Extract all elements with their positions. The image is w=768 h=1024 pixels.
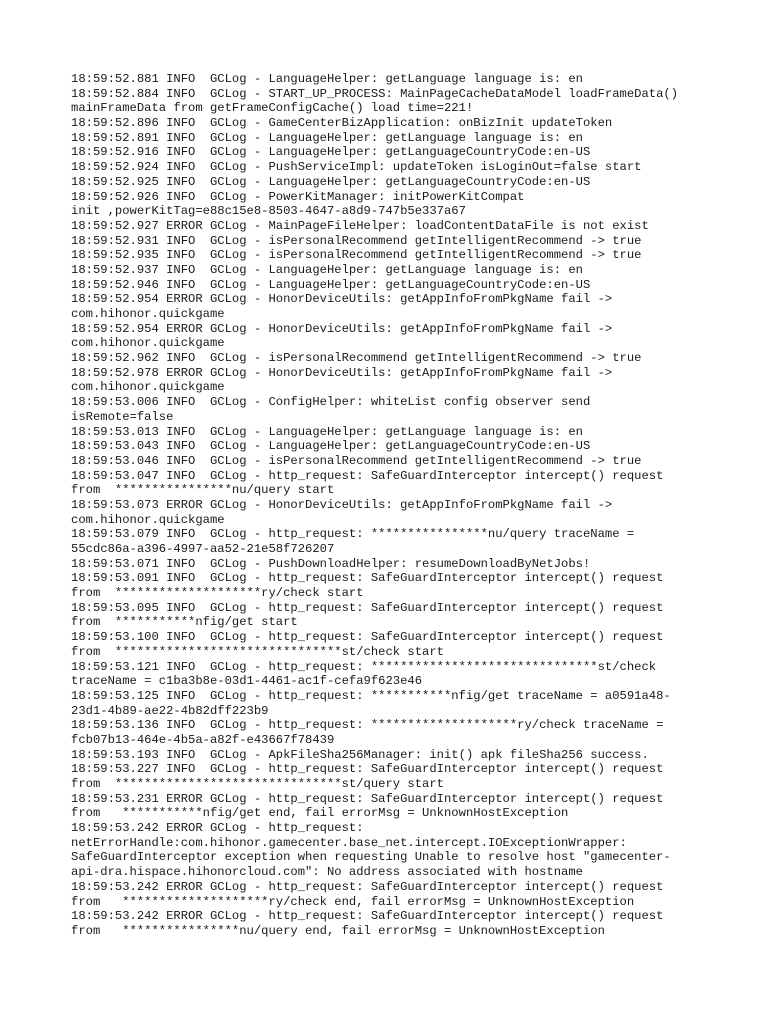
log-line: 18:59:53.121 INFO GCLog - http_request: *******************************st/check [71, 659, 657, 674]
log-line: 18:59:52.896 INFO GCLog - GameCenterBizApplication: onBizInit updateToken [71, 116, 613, 131]
log-line: 18:59:53.091 INFO GCLog - http_request: SafeGuardInterceptor intercept() request [71, 571, 664, 586]
log-line: 18:59:53.242 ERROR GCLog - http_request: SafeGuardInterceptor intercept() request [71, 909, 664, 924]
log-line: netErrorHandle:com.hihonor.gamecenter.base_net.intercept.IOExceptionWrapper: [71, 835, 627, 850]
log-line: 18:59:53.100 INFO GCLog - http_request: SafeGuardInterceptor intercept() request [71, 630, 664, 645]
log-line: com.hihonor.quickgame [71, 336, 225, 351]
log-line: 18:59:53.043 INFO GCLog - LanguageHelper: getLanguageCountryCode:en-US [71, 439, 591, 454]
log-line: 18:59:53.125 INFO GCLog - http_request: ***********nfig/get traceName = a0591a48- [71, 688, 671, 703]
log-line: 18:59:52.962 INFO GCLog - isPersonalRecommend getIntelligentRecommend -> true [71, 351, 642, 366]
log-line: from ***********nfig/get start [71, 615, 298, 630]
log-line: isRemote=false [71, 409, 174, 424]
log-line: 18:59:52.931 INFO GCLog - isPersonalRecommend getIntelligentRecommend -> true [71, 233, 642, 248]
log-line: 18:59:53.242 ERROR GCLog - http_request: SafeGuardInterceptor intercept() request [71, 879, 664, 894]
log-line: from *******************************st/query start [71, 777, 444, 791]
log-line: 18:59:53.046 INFO GCLog - isPersonalRecommend getIntelligentRecommend -> true [71, 453, 642, 468]
log-line: 18:59:52.927 ERROR GCLog - MainPageFileHelper: loadContentDataFile is not exist [71, 218, 649, 233]
log-line: SafeGuardInterceptor exception when requesting Unable to resolve host "gamecenter- [71, 850, 671, 865]
log-line: fcb07b13-464e-4b5a-a82f-e43667f78439 [71, 732, 335, 747]
log-line: 23d1-4b89-ae22-4b82dff223b9 [71, 703, 269, 718]
log-line: 55cdc86a-a396-4997-aa52-21e58f726207 [71, 542, 335, 556]
log-line: 18:59:52.924 INFO GCLog - PushServiceImpl: updateToken isLoginOut=false start [71, 160, 642, 175]
log-line: 18:59:52.884 INFO GCLog - START_UP_PROCESS: MainPageCacheDataModel loadFrameData() [71, 86, 679, 101]
log-line: 18:59:53.227 INFO GCLog - http_request: SafeGuardInterceptor intercept() request [71, 762, 664, 777]
log-line: traceName = c1ba3b8e-03d1-4461-ac1f-cefa9f623e46 [71, 674, 423, 689]
log-line: 18:59:52.954 ERROR GCLog - HonorDeviceUtils: getAppInfoFromPkgName fail -> [71, 321, 613, 336]
log-line: from ***********nfig/get end, fail errorMsg = UnknownHostException [71, 806, 569, 821]
log-line: from ********************ry/check start [71, 586, 364, 601]
log-line: com.hihonor.quickgame [71, 512, 225, 527]
log-line: api-dra.hispace.hihonorcloud.com": No address associated with hostname [71, 865, 583, 880]
log-line: 18:59:52.937 INFO GCLog - LanguageHelper: getLanguage language is: en [71, 262, 583, 277]
log-line: 18:59:52.954 ERROR GCLog - HonorDeviceUtils: getAppInfoFromPkgName fail -> [71, 292, 613, 307]
log-line: 18:59:53.193 INFO GCLog - ApkFileSha256Manager: init() apk fileSha256 success. [71, 747, 649, 762]
log-line: 18:59:52.926 INFO GCLog - PowerKitManager: initPowerKitCompat [71, 189, 525, 204]
log-line: 18:59:53.242 ERROR GCLog - http_request: [71, 821, 364, 836]
log-line: 18:59:53.079 INFO GCLog - http_request: ****************nu/query traceName = [71, 527, 635, 542]
log-line: 18:59:52.935 INFO GCLog - isPersonalRecommend getIntelligentRecommend -> true [71, 248, 642, 263]
log-line: from ********************ry/check end, fail errorMsg = UnknownHostException [71, 894, 635, 909]
log-line: from ****************nu/query start [71, 483, 335, 498]
log-document [71, 72, 721, 939]
log-line: 18:59:53.006 INFO GCLog - ConfigHelper: whiteList config observer send [71, 395, 591, 410]
log-line: mainFrameData from getFrameConfigCache() load time=221! [71, 101, 474, 116]
log-line: 18:59:52.916 INFO GCLog - LanguageHelper: getLanguageCountryCode:en-US [71, 145, 591, 160]
log-line: 18:59:52.946 INFO GCLog - LanguageHelper: getLanguageCountryCode:en-US [71, 277, 591, 292]
log-line: 18:59:53.013 INFO GCLog - LanguageHelper: getLanguage language is: en [71, 424, 583, 439]
log-line: 18:59:53.073 ERROR GCLog - HonorDeviceUtils: getAppInfoFromPkgName fail -> [71, 497, 613, 512]
log-line: from *******************************st/check start [71, 644, 444, 659]
log-line: 18:59:53.071 INFO GCLog - PushDownloadHelper: resumeDownloadByNetJobs! [71, 556, 591, 571]
log-line: 18:59:53.047 INFO GCLog - http_request: SafeGuardInterceptor intercept() request [71, 468, 664, 483]
log-line: com.hihonor.quickgame [71, 307, 225, 321]
log-line: from ****************nu/query end, fail errorMsg = UnknownHostException [71, 923, 605, 938]
log-line: init ,powerKitTag=e88c15e8-8503-4647-a8d9-747b5e337a67 [71, 204, 466, 219]
log-line: 18:59:52.978 ERROR GCLog - HonorDeviceUtils: getAppInfoFromPkgName fail -> [71, 365, 613, 380]
log-line: 18:59:52.925 INFO GCLog - LanguageHelper: getLanguageCountryCode:en-US [71, 174, 591, 189]
log-line: 18:59:53.095 INFO GCLog - http_request: SafeGuardInterceptor intercept() request [71, 600, 664, 615]
log-line: com.hihonor.quickgame [71, 380, 225, 395]
log-line: 18:59:52.891 INFO GCLog - LanguageHelper: getLanguage language is: en [71, 130, 583, 145]
log-line: 18:59:53.136 INFO GCLog - http_request: ********************ry/check traceName = [71, 718, 664, 733]
log-line: 18:59:52.881 INFO GCLog - LanguageHelper: getLanguage language is: en [71, 72, 583, 86]
log-line: 18:59:53.231 ERROR GCLog - http_request: SafeGuardInterceptor intercept() request [71, 791, 664, 806]
